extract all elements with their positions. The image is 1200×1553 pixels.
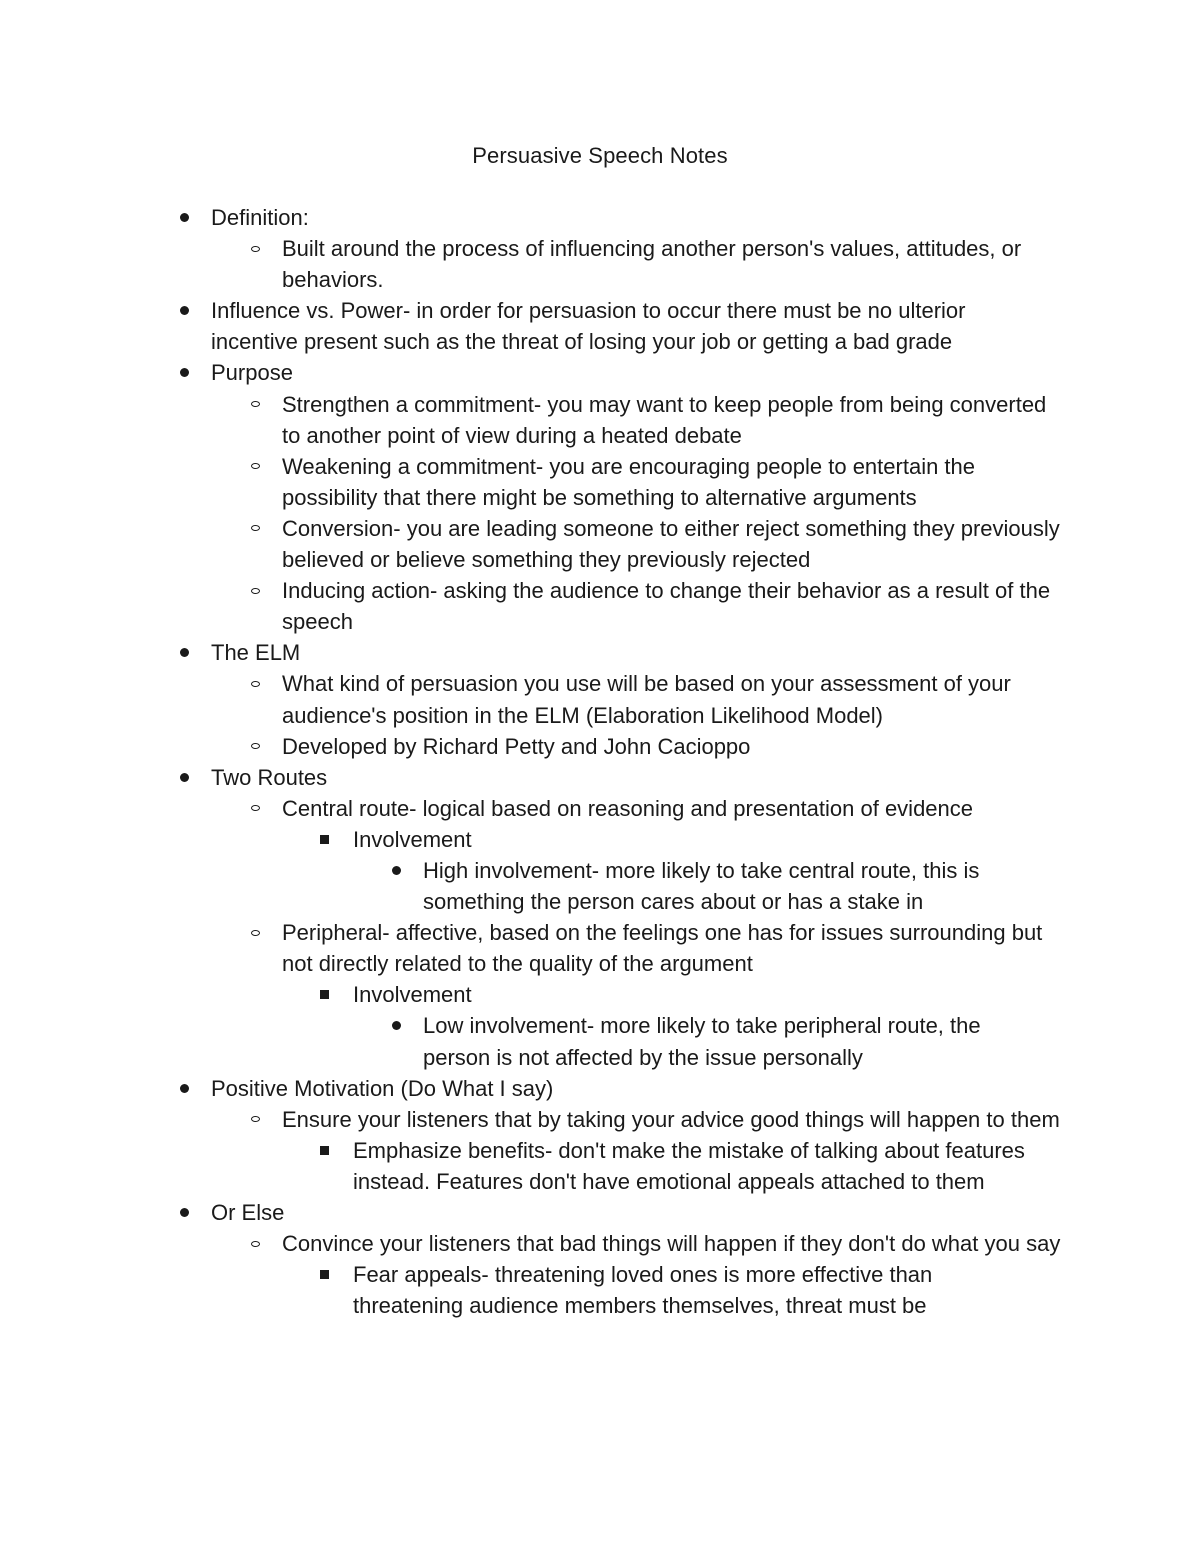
outline-item-level-1 — [0, 762, 1031, 793]
filled-circle-bullet-icon — [176, 1073, 192, 1104]
hollow-circle-bullet-icon — [247, 233, 263, 264]
outline-item-level-4 — [0, 855, 1033, 917]
outline-item-level-1 — [0, 357, 1031, 388]
outline-item-level-1 — [0, 637, 1031, 668]
outline-item-text: Strengthen a commitment- you may want to keep people from being converted to another point of view during a heated debate — [282, 391, 1047, 448]
outline-item-text: Positive Motivation (Do What I say) — [211, 1075, 554, 1101]
filled-square-bullet-icon — [316, 979, 332, 1010]
outline-item-text: Two Routes — [211, 764, 328, 790]
outline-item-text: Inducing action- asking the audience to change their behavior as a result of the speech — [282, 578, 1051, 635]
outline-item-text: Or Else — [211, 1200, 285, 1225]
hollow-circle-bullet-icon — [247, 731, 263, 762]
filled-circle-bullet-icon — [176, 1197, 192, 1228]
filled-circle-bullet-icon — [388, 855, 404, 886]
outline-item-level-1 — [0, 295, 1031, 357]
filled-circle-bullet-icon — [176, 357, 192, 388]
outline-item-level-3 — [0, 979, 1043, 1010]
notes-outline — [0, 202, 1200, 1321]
hollow-circle-bullet-icon — [247, 513, 263, 544]
outline-item-text: Developed by Richard Petty and John Cacioppo — [282, 733, 751, 759]
hollow-circle-bullet-icon — [247, 389, 263, 420]
outline-item-level-1 — [0, 1073, 1031, 1104]
hollow-circle-bullet-icon — [247, 793, 263, 824]
filled-circle-bullet-icon — [388, 1010, 404, 1041]
outline-item-level-1 — [0, 202, 1031, 233]
outline-item-level-2 — [0, 575, 1062, 637]
outline-item-text: Involvement — [353, 982, 472, 1008]
filled-circle-bullet-icon — [176, 762, 192, 793]
hollow-circle-bullet-icon — [247, 451, 263, 482]
outline-item-level-3 — [0, 824, 1043, 855]
outline-item-level-2 — [0, 389, 1062, 451]
filled-circle-bullet-icon — [176, 202, 192, 233]
outline-item-text: The ELM — [211, 640, 301, 666]
outline-item-text: Influence vs. Power- in order for persuasion to occur there must be no ulterior incentive present such as the threat of losing your job or getting a bad grade — [211, 298, 966, 355]
outline-item-text: Fear appeals- threatening loved ones is more effective than threatening audience members themselves, threat must be — [353, 1262, 933, 1319]
outline-item-text: Purpose — [211, 360, 293, 386]
document-title: Persuasive Speech Notes — [472, 143, 728, 168]
hollow-circle-bullet-icon — [247, 668, 263, 699]
filled-square-bullet-icon — [316, 1259, 332, 1290]
filled-square-bullet-icon — [316, 1135, 332, 1166]
outline-item-level-2 — [0, 451, 1062, 513]
outline-item-text: What kind of persuasion you use will be based on your assessment of your audience's position in the ELM (Elaboration Likelihood Model) — [282, 671, 1011, 728]
outline-item-level-2 — [0, 731, 1062, 762]
outline-item-text: Ensure your listeners that by taking your advice good things will happen to them — [282, 1106, 1060, 1132]
outline-item-level-2 — [0, 917, 1062, 979]
outline-item-text: Peripheral- affective, based on the feelings one has for issues surrounding but not directly related to the quality of the argument — [282, 920, 1043, 977]
outline-item-text: High involvement- more likely to take central route, this is something the person cares about or has a stake in — [423, 857, 980, 915]
hollow-circle-bullet-icon — [247, 1228, 263, 1259]
outline-item-level-2 — [0, 793, 1062, 824]
outline-item-text: Weakening a commitment- you are encouraging people to entertain the possibility that there might be something to alternative arguments — [282, 453, 976, 510]
outline-item-text: Built around the process of influencing another person's values, attitudes, or behaviors. — [282, 236, 1022, 293]
outline-item-text: Central route- logical based on reasoning and presentation of evidence — [282, 795, 974, 821]
outline-item-level-2 — [0, 1104, 1062, 1135]
outline-item-text: Definition: — [211, 205, 309, 230]
outline-item-text: Low involvement- more likely to take peripheral route, the person is not affected by the issue personally — [423, 1013, 981, 1070]
filled-circle-bullet-icon — [176, 637, 192, 668]
outline-item-level-4 — [0, 1010, 1033, 1072]
hollow-circle-bullet-icon — [247, 1104, 263, 1135]
outline-item-level-3 — [0, 1135, 1043, 1197]
filled-circle-bullet-icon — [176, 295, 192, 326]
outline-item-level-2 — [0, 513, 1062, 575]
outline-item-text: Emphasize benefits- don't make the mistake of talking about features instead. Features don't have emotional appeals attached to them — [353, 1137, 1025, 1194]
outline-item-level-2 — [0, 233, 1062, 295]
outline-item-text: Convince your listeners that bad things will happen if they don't do what you say — [282, 1231, 1061, 1257]
hollow-circle-bullet-icon — [247, 575, 263, 606]
outline-item-level-3 — [0, 1259, 1043, 1321]
outline-item-level-2 — [0, 1228, 1062, 1259]
hollow-circle-bullet-icon — [247, 917, 263, 948]
filled-square-bullet-icon — [316, 824, 332, 855]
outline-item-text: Involvement — [353, 826, 472, 852]
outline-item-text: Conversion- you are leading someone to either reject something they previously believed or believe something they previously rejected — [282, 515, 1060, 573]
outline-item-level-2 — [0, 668, 1062, 730]
outline-item-level-1 — [0, 1197, 1031, 1228]
